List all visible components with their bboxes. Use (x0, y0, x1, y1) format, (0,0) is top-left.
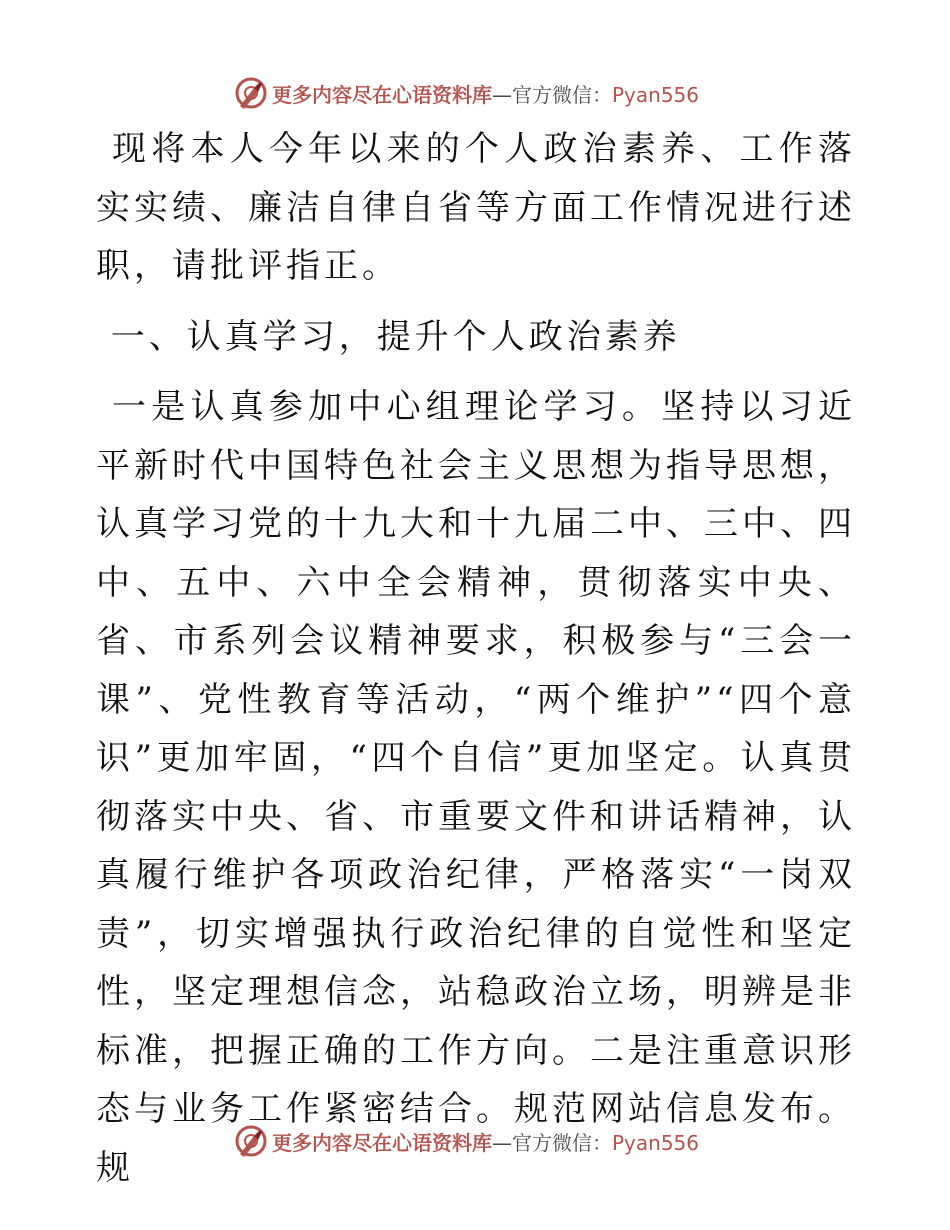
footer-site-text: 更多内容尽在心语资料库 (272, 1130, 492, 1155)
header-dash: — (492, 82, 512, 107)
footer-contact-label: 官方微信： (512, 1130, 612, 1155)
section-heading: 一、认真学习，提升个人政治素养 (96, 316, 681, 357)
pen-logo-icon (234, 76, 268, 110)
pen-logo-icon (234, 1124, 268, 1158)
intro-paragraph: 现将本人今年以来的个人政治素养、工作落实实绩、廉洁自律自省等方面工作情况进行述职，请批评指正。 (96, 129, 856, 286)
body-paragraph: 一是认真参加中心组理论学习。坚持以习近平新时代中国特色社会主义思想为指导思想，认真学习党的十九大和十九届二中、三中、四中、五中、六中全会精神，贯彻落实中央、省、市系列会议精神要求，积极参与“三会一课”、党性教育等活动，“两个维护”“四个意识”更加牢固，“四个自信”更加坚定。认真贯彻落实中央、省、市重要文件和讲话精神，认真履行维护各项政治纪律，严格落实“一岗双责”，切实增强执行政治纪律的自觉性和坚定性，坚定理想信念，站稳政治立场，明辨是非标准，把握正确的工作方向。二是注重意识形态与业务工作紧密结合。规范网站信息发布。规 (96, 387, 856, 1188)
header-contact-label: 官方微信： (512, 82, 612, 107)
header-banner-text (272, 79, 699, 108)
footer-banner (0, 1120, 950, 1160)
header-site-text: 更多内容尽在心语资料库 (272, 82, 492, 107)
header-banner (0, 72, 950, 112)
footer-banner-text (272, 1127, 699, 1156)
document-body (96, 120, 856, 1209)
footer-contact-id: Pyan556 (612, 1130, 700, 1155)
footer-dash: — (492, 1130, 512, 1155)
header-contact-id: Pyan556 (612, 82, 700, 107)
